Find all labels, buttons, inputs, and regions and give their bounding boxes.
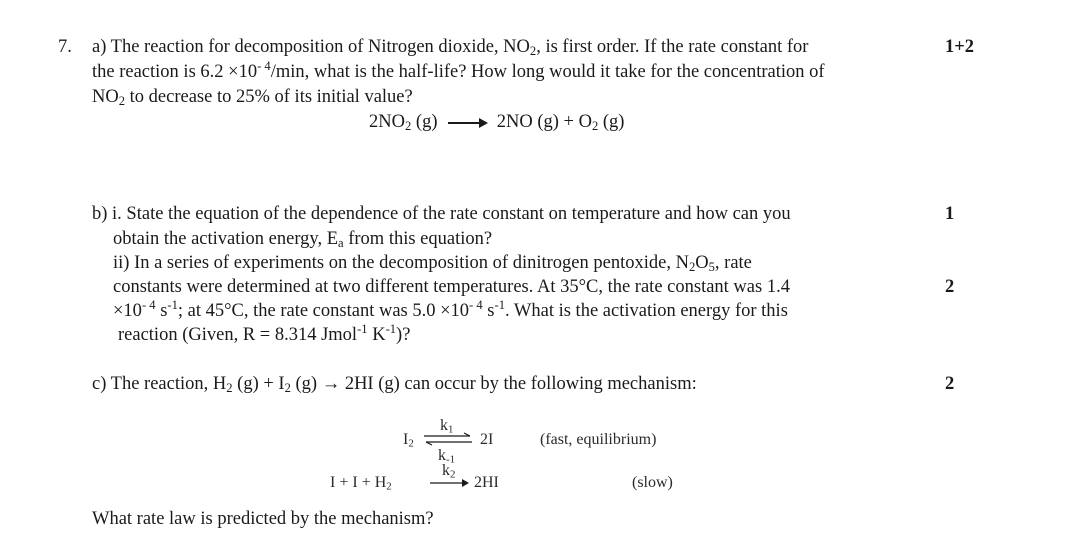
step-2-note: (slow) — [632, 474, 673, 491]
part-b-ii-line-3-b: s — [155, 301, 168, 321]
part-a-line-1-end: , is first order. If the rate constant for — [536, 37, 809, 57]
equation-products: 2NO (g) + O — [496, 112, 592, 132]
part-b-ii-line-3-c: ; at 45°C, the rate constant was 5.0 ×10 — [177, 301, 470, 321]
step-2-k-letter: k — [442, 462, 450, 479]
part-b-ii-line-3-sup-1: - 4 — [141, 298, 156, 313]
mechanism-step-1-left — [403, 432, 414, 448]
part-b-ii-line-3-e: . What is the activation energy for this — [504, 301, 788, 321]
step-2-reactants-sub: 2 — [386, 480, 392, 493]
step-2-arrow-icon — [428, 478, 470, 488]
part-a-equation — [369, 113, 624, 132]
part-c-line-1-b: (g) + I — [232, 374, 285, 394]
step-1-k-reverse-letter: k — [438, 447, 446, 464]
part-b-ii-line-3-sup-2: -1 — [167, 298, 178, 313]
part-a-line-3-text: NO — [92, 87, 119, 107]
step-1-k-forward-letter: k — [440, 417, 448, 434]
part-a-line-3-end: to decrease to 25% of its initial value? — [125, 87, 413, 107]
part-b-i-line-1: b) i. State the equation of the dependence of the rate constant on temperature and how can you — [92, 204, 791, 224]
equation-reactant-sub: 2 — [404, 119, 412, 134]
step-2-product: 2HI — [474, 474, 499, 491]
part-b-i-marks: 1 — [945, 204, 955, 224]
step-1-reactant-sub: 2 — [408, 437, 414, 450]
part-a-line-1-sub: 2 — [529, 44, 537, 59]
part-a-line-3 — [92, 88, 413, 107]
part-b-ii-line-4-c: )? — [396, 325, 411, 345]
step-1-reactant: I — [403, 431, 409, 448]
part-b-ii-line-3-a: ×10 — [113, 301, 142, 321]
part-a-line-2-end: /min, what is the half-life? How long would it take for the concentration of — [270, 62, 825, 82]
part-a-marks: 1+2 — [945, 37, 975, 57]
part-a-line-2-sup: - 4 — [257, 59, 271, 74]
part-b-ii-line-4-b: K — [367, 325, 386, 345]
part-b-ii-line-1-text: ii) In a series of experiments on the decomposition of dinitrogen pentoxide, N — [113, 253, 689, 273]
equilibrium-arrows-icon — [422, 432, 474, 446]
part-c-line-1 — [92, 375, 697, 394]
equation-reactant-state: (g) — [411, 112, 438, 132]
part-c-marks: 2 — [945, 374, 955, 394]
part-b-ii-line-4-a: reaction (Given, R = 8.314 Jmol — [118, 325, 358, 345]
part-b-ii-line-3-d: s — [482, 301, 495, 321]
part-c-question: What rate law is predicted by the mechanism? — [92, 509, 434, 529]
part-b-i-line-2-sub: a — [338, 236, 344, 251]
part-c-line-1-sub-2: 2 — [284, 381, 291, 396]
mechanism-step-2-left — [330, 475, 392, 491]
part-a-line-1-text: a) The reaction for decomposition of Nitrogen dioxide, NO — [92, 37, 530, 57]
part-b-ii-line-3 — [113, 298, 788, 321]
part-c-line-1-a: c) The reaction, H — [92, 374, 227, 394]
part-b-i-line-2 — [113, 230, 492, 249]
part-b-ii-marks: 2 — [945, 277, 955, 297]
part-b-ii-line-1-end: , rate — [714, 253, 752, 273]
part-b-i-line-2-text: obtain the activation energy, E — [113, 229, 339, 249]
step-1-product: 2I — [480, 431, 494, 448]
part-b-ii-line-1-sub-2: 5 — [708, 260, 715, 275]
part-c-line-1-sub-1: 2 — [226, 381, 233, 396]
part-b-ii-line-3-sup-4: -1 — [494, 298, 505, 313]
reaction-arrow-icon — [448, 122, 486, 124]
equation-products-sub: 2 — [591, 119, 599, 134]
step-2-k — [442, 463, 455, 479]
part-a-line-2-text: the reaction is 6.2 ×10 — [92, 62, 258, 82]
step-2-reactants: I + I + H — [330, 474, 387, 491]
part-b-ii-line-4-sup-1: -1 — [357, 322, 368, 337]
question-number: 7. — [58, 37, 72, 57]
part-a-line-2 — [92, 59, 825, 82]
part-b-ii-line-1-mid: O — [695, 253, 709, 273]
step-2-k-sub: 2 — [450, 468, 456, 481]
part-b-ii-line-2: constants were determined at two different temperatures. At 35°C, the rate constant was 1.4 — [113, 277, 790, 297]
equation-reactant: 2NO — [369, 112, 405, 132]
part-b-ii-line-1-sub-1: 2 — [688, 260, 696, 275]
part-b-ii-line-3-sup-3: - 4 — [469, 298, 483, 313]
part-b-ii-line-1 — [113, 254, 752, 273]
part-c-line-1-c: (g) → 2HI (g) can occur by the following mechanism: — [290, 374, 697, 394]
part-a-line-3-sub: 2 — [118, 94, 126, 109]
part-b-ii-line-4-sup-2: -1 — [385, 322, 397, 337]
step-1-k-reverse-sub: -1 — [446, 453, 456, 466]
part-a-line-1 — [92, 38, 808, 57]
step-1-k-forward-sub: 1 — [448, 423, 454, 436]
part-b-i-line-2-end: from this equation? — [343, 229, 493, 249]
part-b-ii-line-4 — [118, 322, 411, 345]
step-1-note: (fast, equilibrium) — [540, 431, 657, 448]
equation-products-state: (g) — [598, 112, 625, 132]
